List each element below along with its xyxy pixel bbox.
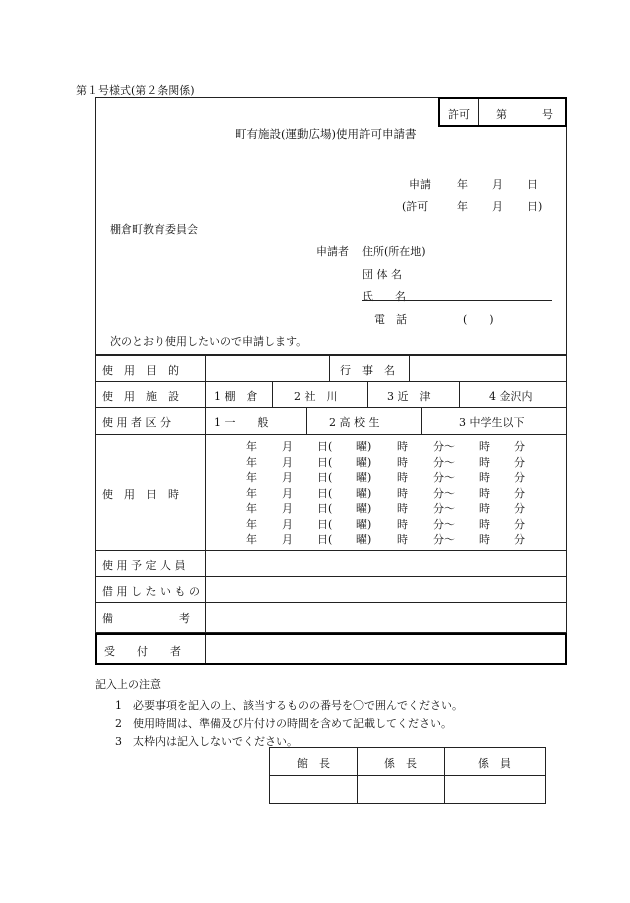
application-year-label: 年 xyxy=(457,178,468,191)
datetime-unit-minute2: 分 xyxy=(514,517,525,531)
datetime-unit-minute2: 分 xyxy=(514,440,525,453)
datetime-unit-minute2: 分 xyxy=(514,502,525,515)
note-item-1: 1 必要事項を記入の上、該当するものの番号を〇で囲んでください。 xyxy=(115,699,463,712)
datetime-unit-year: 年 xyxy=(246,517,257,531)
facility-option-1[interactable]: 1 棚 倉 xyxy=(214,390,258,403)
user-class-label: 使 用 者 区 分 xyxy=(102,416,171,429)
datetime-unit-minute-from: 分〜 xyxy=(433,533,455,546)
event-name-input[interactable] xyxy=(410,357,565,380)
datetime-unit-hour: 時 xyxy=(397,502,408,515)
intro-text: 次のとおり使用したいので申請します。 xyxy=(110,335,308,348)
datetime-unit-month: 月 xyxy=(282,502,293,515)
datetime-unit-year: 年 xyxy=(246,455,257,469)
datetime-unit-weekday-close: 曜) xyxy=(356,502,372,515)
permit-day-label: 日) xyxy=(527,200,543,213)
datetime-unit-hour2: 時 xyxy=(479,486,490,500)
datetime-unit-day-open: 日( xyxy=(317,486,333,500)
approval-stamp-chief[interactable] xyxy=(358,777,443,802)
datetime-unit-hour: 時 xyxy=(397,455,408,469)
approval-table xyxy=(269,747,546,804)
datetime-unit-year: 年 xyxy=(246,471,257,484)
datetime-unit-minute-from: 分〜 xyxy=(433,471,455,484)
datetime-unit-day-open: 日( xyxy=(317,455,333,469)
expected-people-label: 使 用 予 定 人 員 xyxy=(102,559,186,572)
datetime-unit-weekday-close: 曜) xyxy=(356,486,372,500)
phone-parens: ( ) xyxy=(463,313,494,326)
approval-header-staff: 係 員 xyxy=(478,757,511,770)
approval-header-director: 館 長 xyxy=(297,757,330,770)
name-label: 氏 名 xyxy=(362,290,406,303)
note-item-3: 3 太枠内は記入しないでください。 xyxy=(115,735,298,748)
datetime-row[interactable] xyxy=(206,469,566,485)
document-title: 町有施設(運動広場)使用許可申請書 xyxy=(235,127,417,141)
organization-label: 団 体 名 xyxy=(362,268,402,281)
datetime-unit-hour: 時 xyxy=(397,486,408,500)
datetime-unit-month: 月 xyxy=(282,471,293,484)
phone-label: 電 話 xyxy=(374,313,407,326)
datetime-unit-weekday-close: 曜) xyxy=(356,440,372,453)
datetime-unit-hour: 時 xyxy=(397,471,408,484)
datetime-unit-year: 年 xyxy=(246,533,257,546)
remarks-label: 備 考 xyxy=(102,612,190,625)
datetime-unit-weekday-close: 曜) xyxy=(356,471,372,484)
datetime-unit-day-open: 日( xyxy=(317,471,333,484)
notes-heading: 記入上の注意 xyxy=(95,678,161,691)
datetime-unit-day-open: 日( xyxy=(317,517,333,531)
datetime-row[interactable] xyxy=(206,485,566,501)
datetime-unit-minute-from: 分〜 xyxy=(433,440,455,453)
address-label: 住所(所在地) xyxy=(362,245,426,258)
application-day-label: 日 xyxy=(527,178,538,191)
datetime-unit-hour2: 時 xyxy=(479,440,490,453)
datetime-unit-weekday-close: 曜) xyxy=(356,455,372,469)
datetime-unit-minute-from: 分〜 xyxy=(433,486,455,500)
datetime-unit-year: 年 xyxy=(246,502,257,515)
datetime-unit-minute2: 分 xyxy=(514,533,525,546)
datetime-unit-year: 年 xyxy=(246,486,257,500)
datetime-unit-hour2: 時 xyxy=(479,502,490,515)
datetime-unit-hour: 時 xyxy=(397,517,408,531)
permit-year-label: 年 xyxy=(457,200,468,213)
datetime-unit-day-open: 日( xyxy=(317,533,333,546)
receiver-row xyxy=(95,633,567,665)
form-number-label: 第１号様式(第２条関係) xyxy=(76,84,195,97)
facility-option-4[interactable]: 4 金沢内 xyxy=(489,390,533,403)
datetime-unit-minute2: 分 xyxy=(514,486,525,500)
facility-label: 使 用 施 設 xyxy=(102,390,179,403)
user-class-option-2[interactable]: 2 高 校 生 xyxy=(329,416,380,429)
datetime-unit-month: 月 xyxy=(282,533,293,546)
name-underline xyxy=(362,300,552,301)
remarks-input[interactable] xyxy=(206,603,566,631)
borrow-items-label: 借 用 し た い も の xyxy=(102,585,200,598)
receiver-label: 受 付 者 xyxy=(104,645,181,658)
datetime-unit-hour: 時 xyxy=(397,440,408,453)
usage-table xyxy=(95,355,567,633)
datetime-unit-month: 月 xyxy=(282,440,293,453)
permit-number-box xyxy=(438,97,567,127)
note-item-2: 2 使用時間は、準備及び片付けの時間を含めて記載してください。 xyxy=(115,717,452,730)
datetime-row[interactable] xyxy=(206,516,566,532)
facility-option-2[interactable]: 2 社 川 xyxy=(294,390,338,403)
datetime-unit-minute-from: 分〜 xyxy=(433,517,455,531)
expected-people-input[interactable] xyxy=(206,551,566,575)
datetime-unit-year: 年 xyxy=(246,440,257,453)
datetime-row[interactable] xyxy=(206,531,566,547)
application-date-label: 申請 xyxy=(409,178,431,191)
datetime-unit-day-open: 日( xyxy=(317,440,333,453)
permit-month-label: 月 xyxy=(492,200,503,213)
datetime-unit-month: 月 xyxy=(282,455,293,469)
datetime-unit-day-open: 日( xyxy=(317,502,333,515)
datetime-unit-month: 月 xyxy=(282,486,293,500)
datetime-label: 使 用 日 時 xyxy=(102,488,179,501)
purpose-label: 使 用 目 的 xyxy=(102,364,179,377)
datetime-row[interactable] xyxy=(206,454,566,470)
borrow-items-input[interactable] xyxy=(206,577,566,601)
user-class-option-1[interactable]: 1 一 般 xyxy=(214,416,269,429)
approval-stamp-staff[interactable] xyxy=(445,777,544,802)
datetime-unit-weekday-close: 曜) xyxy=(356,533,372,546)
approval-header-chief: 係 長 xyxy=(384,757,417,770)
datetime-unit-minute2: 分 xyxy=(514,471,525,484)
datetime-unit-hour2: 時 xyxy=(479,533,490,546)
datetime-unit-hour2: 時 xyxy=(479,471,490,484)
facility-option-3[interactable]: 3 近 津 xyxy=(387,390,431,403)
datetime-unit-hour2: 時 xyxy=(479,517,490,531)
permit-go-label: 号 xyxy=(542,108,553,121)
datetime-unit-minute2: 分 xyxy=(514,455,525,469)
user-class-option-3[interactable]: 3 中学生以下 xyxy=(459,416,525,429)
permit-date-label: (許可 xyxy=(402,200,429,213)
datetime-unit-hour: 時 xyxy=(397,533,408,546)
application-month-label: 月 xyxy=(492,178,503,191)
datetime-unit-hour2: 時 xyxy=(479,455,490,469)
permit-label: 許可 xyxy=(448,108,470,121)
datetime-row[interactable] xyxy=(206,500,566,516)
purpose-input[interactable] xyxy=(206,357,328,380)
recipient: 棚倉町教育委員会 xyxy=(110,223,198,236)
datetime-unit-minute-from: 分〜 xyxy=(433,455,455,469)
applicant-heading: 申請者 xyxy=(316,245,349,258)
datetime-unit-month: 月 xyxy=(282,517,293,531)
datetime-row[interactable] xyxy=(206,438,566,454)
permit-dai-label: 第 xyxy=(496,108,507,121)
datetime-rows[interactable] xyxy=(206,438,566,550)
datetime-unit-weekday-close: 曜) xyxy=(356,517,372,531)
datetime-unit-minute-from: 分〜 xyxy=(433,502,455,515)
approval-stamp-director[interactable] xyxy=(271,777,356,802)
event-name-label: 行 事 名 xyxy=(340,364,395,377)
